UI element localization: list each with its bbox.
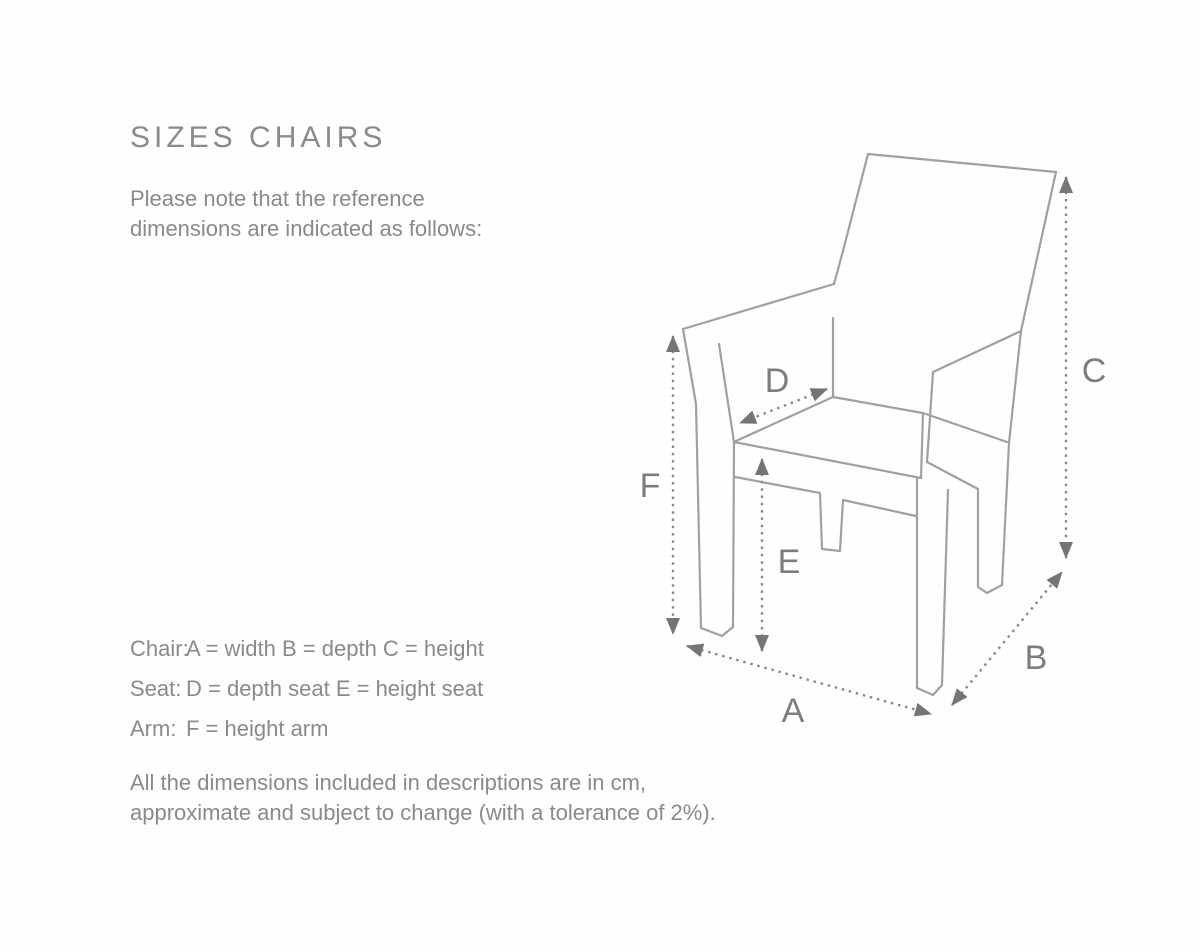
intro-line-2: dimensions are indicated as follows:: [130, 216, 483, 241]
intro-line-1: Please note that the reference: [130, 186, 425, 211]
dimension-arrow-a: [687, 646, 931, 714]
dimension-labels: [640, 352, 1107, 730]
chair-backrest-right-edge-and-rear-leg: [1002, 172, 1056, 585]
dimension-label-d: D: [764, 362, 790, 400]
dimension-label-b: B: [1024, 639, 1048, 677]
chair-front-left-foot: [701, 627, 733, 636]
dimension-label-e: E: [777, 543, 801, 581]
dimension-label-a: A: [781, 692, 805, 730]
chair-seat-back-edge: [833, 397, 1007, 442]
chair-left-arm-top-edge: [683, 284, 834, 329]
chair-right-arm-bottom-edge: [927, 462, 978, 489]
chair-front-right-leg: [917, 479, 948, 695]
chair-left-arm-inner-edge-and-leg: [719, 344, 734, 627]
note-line-1: All the dimensions included in descriptions are in cm,: [130, 770, 647, 795]
legend-label-seat: Seat:: [130, 676, 182, 701]
chair-backrest-left-edge: [834, 154, 868, 284]
dimension-label-c: C: [1081, 352, 1107, 390]
legend-definition-seat: D = depth seat E = height seat: [186, 676, 484, 701]
chair-right-arm-top-edge: [933, 331, 1021, 372]
chair-drawing: [683, 154, 1056, 695]
dimension-arrows: [673, 177, 1066, 714]
note-line-2: approximate and subject to change (with a tolerance of 2%).: [130, 800, 716, 825]
chair-rear-right-leg: [978, 489, 1002, 593]
chair-backrest-top-edge: [868, 154, 1056, 172]
chair-left-arm-outer-edge-and-leg: [683, 329, 701, 628]
page-title: SIZES CHAIRS: [130, 121, 387, 154]
legend-definition-arm: F = height arm: [186, 716, 329, 741]
chair-seat-right-edge: [921, 413, 923, 478]
legend-definition-chair: A = width B = depth C = height: [186, 636, 484, 661]
legend-label-arm: Arm:: [130, 716, 177, 741]
dimension-label-f: F: [639, 467, 661, 505]
legend-label-chair: Chair:: [130, 636, 189, 661]
